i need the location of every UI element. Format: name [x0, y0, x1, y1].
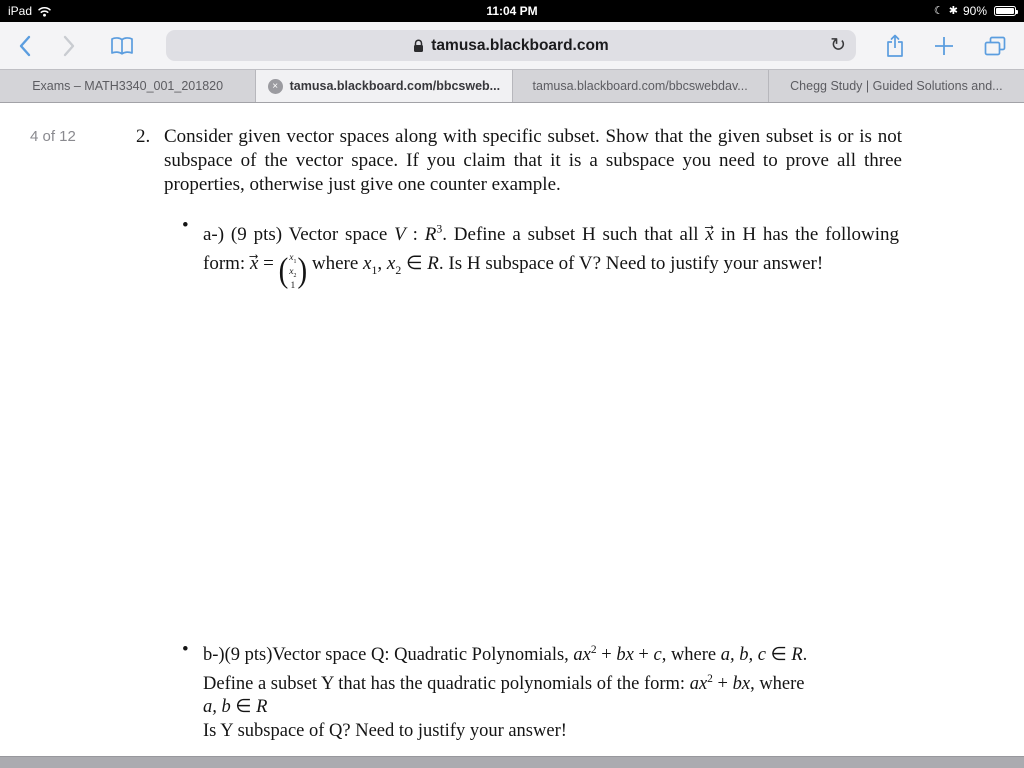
lock-icon	[413, 39, 424, 53]
problem-intro-text: Consider given vector spaces along with specific subset. Show that the given subset is or is not subspace of the vector space. If you claim that it is a subspace you need to prove all three properties, otherwise just give one counter example.	[164, 126, 902, 195]
problem-2-block	[136, 125, 902, 197]
bullet-b-line3: a, b ∈ R	[203, 697, 268, 718]
new-tab-button[interactable]	[934, 36, 954, 56]
tab-bar	[0, 70, 1024, 103]
forward-button[interactable]	[62, 35, 76, 57]
tab-label: tamusa.blackboard.com/bbcsweb...	[289, 79, 501, 93]
book-icon	[110, 36, 134, 56]
tab-label: Exams – MATH3340_001_201820	[32, 79, 224, 93]
tab-chegg-study[interactable]	[769, 70, 1024, 102]
page-bottom-gutter	[0, 756, 1024, 768]
bullet-b-line4: Is Y subspace of Q? Need to justify your answer!	[203, 720, 567, 741]
document-page	[0, 103, 1024, 756]
carrier-label: iPad	[8, 4, 33, 18]
tab-exams-math3340[interactable]	[0, 70, 256, 102]
tab-label: Chegg Study | Guided Solutions and...	[790, 79, 1003, 93]
share-button[interactable]	[886, 34, 904, 58]
vector-entry-3: 1	[290, 280, 296, 291]
bullet-a-pre: a-) (9 pts) Vector space V : $R^3$. Define a subset H such that all x⃗ in H has the following form: x⃗ =	[203, 223, 900, 275]
bullet-b-line2: Define a subset Y that has the quadratic polynomials of the form: $ax^2$ + bx, where	[203, 672, 805, 694]
column-vector: ( $x_1$ $x_2$ 1 )	[278, 252, 308, 291]
bullet-icon: •	[182, 639, 189, 660]
bookmarks-button[interactable]	[110, 36, 134, 56]
chevron-left-icon	[18, 35, 32, 57]
close-tab-icon[interactable]: ×	[268, 79, 283, 94]
clock-time: 11:04 PM	[486, 4, 538, 18]
status-bar	[0, 0, 1024, 22]
battery-icon	[994, 6, 1016, 16]
url-text: tamusa.blackboard.com	[431, 36, 609, 54]
plus-icon	[934, 36, 954, 56]
battery-percent-label: 90%	[962, 4, 987, 18]
bluetooth-icon: ✱	[948, 4, 958, 17]
tab-blackboard-webdav[interactable]	[513, 70, 769, 102]
vector-entry-2: $x_2$	[289, 266, 297, 279]
tab-label: tamusa.blackboard.com/bbcswebdav...	[532, 79, 748, 93]
bullet-item-b	[182, 639, 919, 743]
chevron-right-icon	[62, 35, 76, 57]
reload-button[interactable]: ↻	[830, 30, 846, 61]
status-right	[934, 4, 1016, 18]
bullet-a-post: where $x_1$, $x_2$ ∈ R. Is H subspace of V? Need to justify your answer!	[307, 253, 824, 278]
back-button[interactable]	[18, 35, 32, 57]
bullet-b-text	[203, 639, 919, 743]
vector-entry-1: $x_1$	[289, 252, 297, 265]
bullet-item-a	[182, 215, 899, 291]
page-indicator: 4 of 12	[30, 128, 76, 145]
bullet-a-text	[203, 215, 899, 291]
wifi-icon	[37, 6, 52, 17]
address-bar[interactable]	[166, 30, 856, 61]
tab-switcher-button[interactable]	[984, 36, 1006, 56]
share-icon	[886, 34, 904, 58]
moon-icon: ☾	[933, 4, 944, 17]
safari-toolbar	[0, 22, 1024, 70]
bullet-b-line1: b-)(9 pts)Vector space Q: Quadratic Polynomials, $ax^2$ + bx + c, where a, b, c ∈ R.	[203, 644, 808, 666]
bullet-icon: •	[182, 215, 189, 236]
tabs-icon	[984, 36, 1006, 56]
problem-number: 2.	[136, 126, 151, 147]
status-left	[8, 4, 52, 18]
tab-blackboard-active[interactable]	[256, 70, 512, 102]
